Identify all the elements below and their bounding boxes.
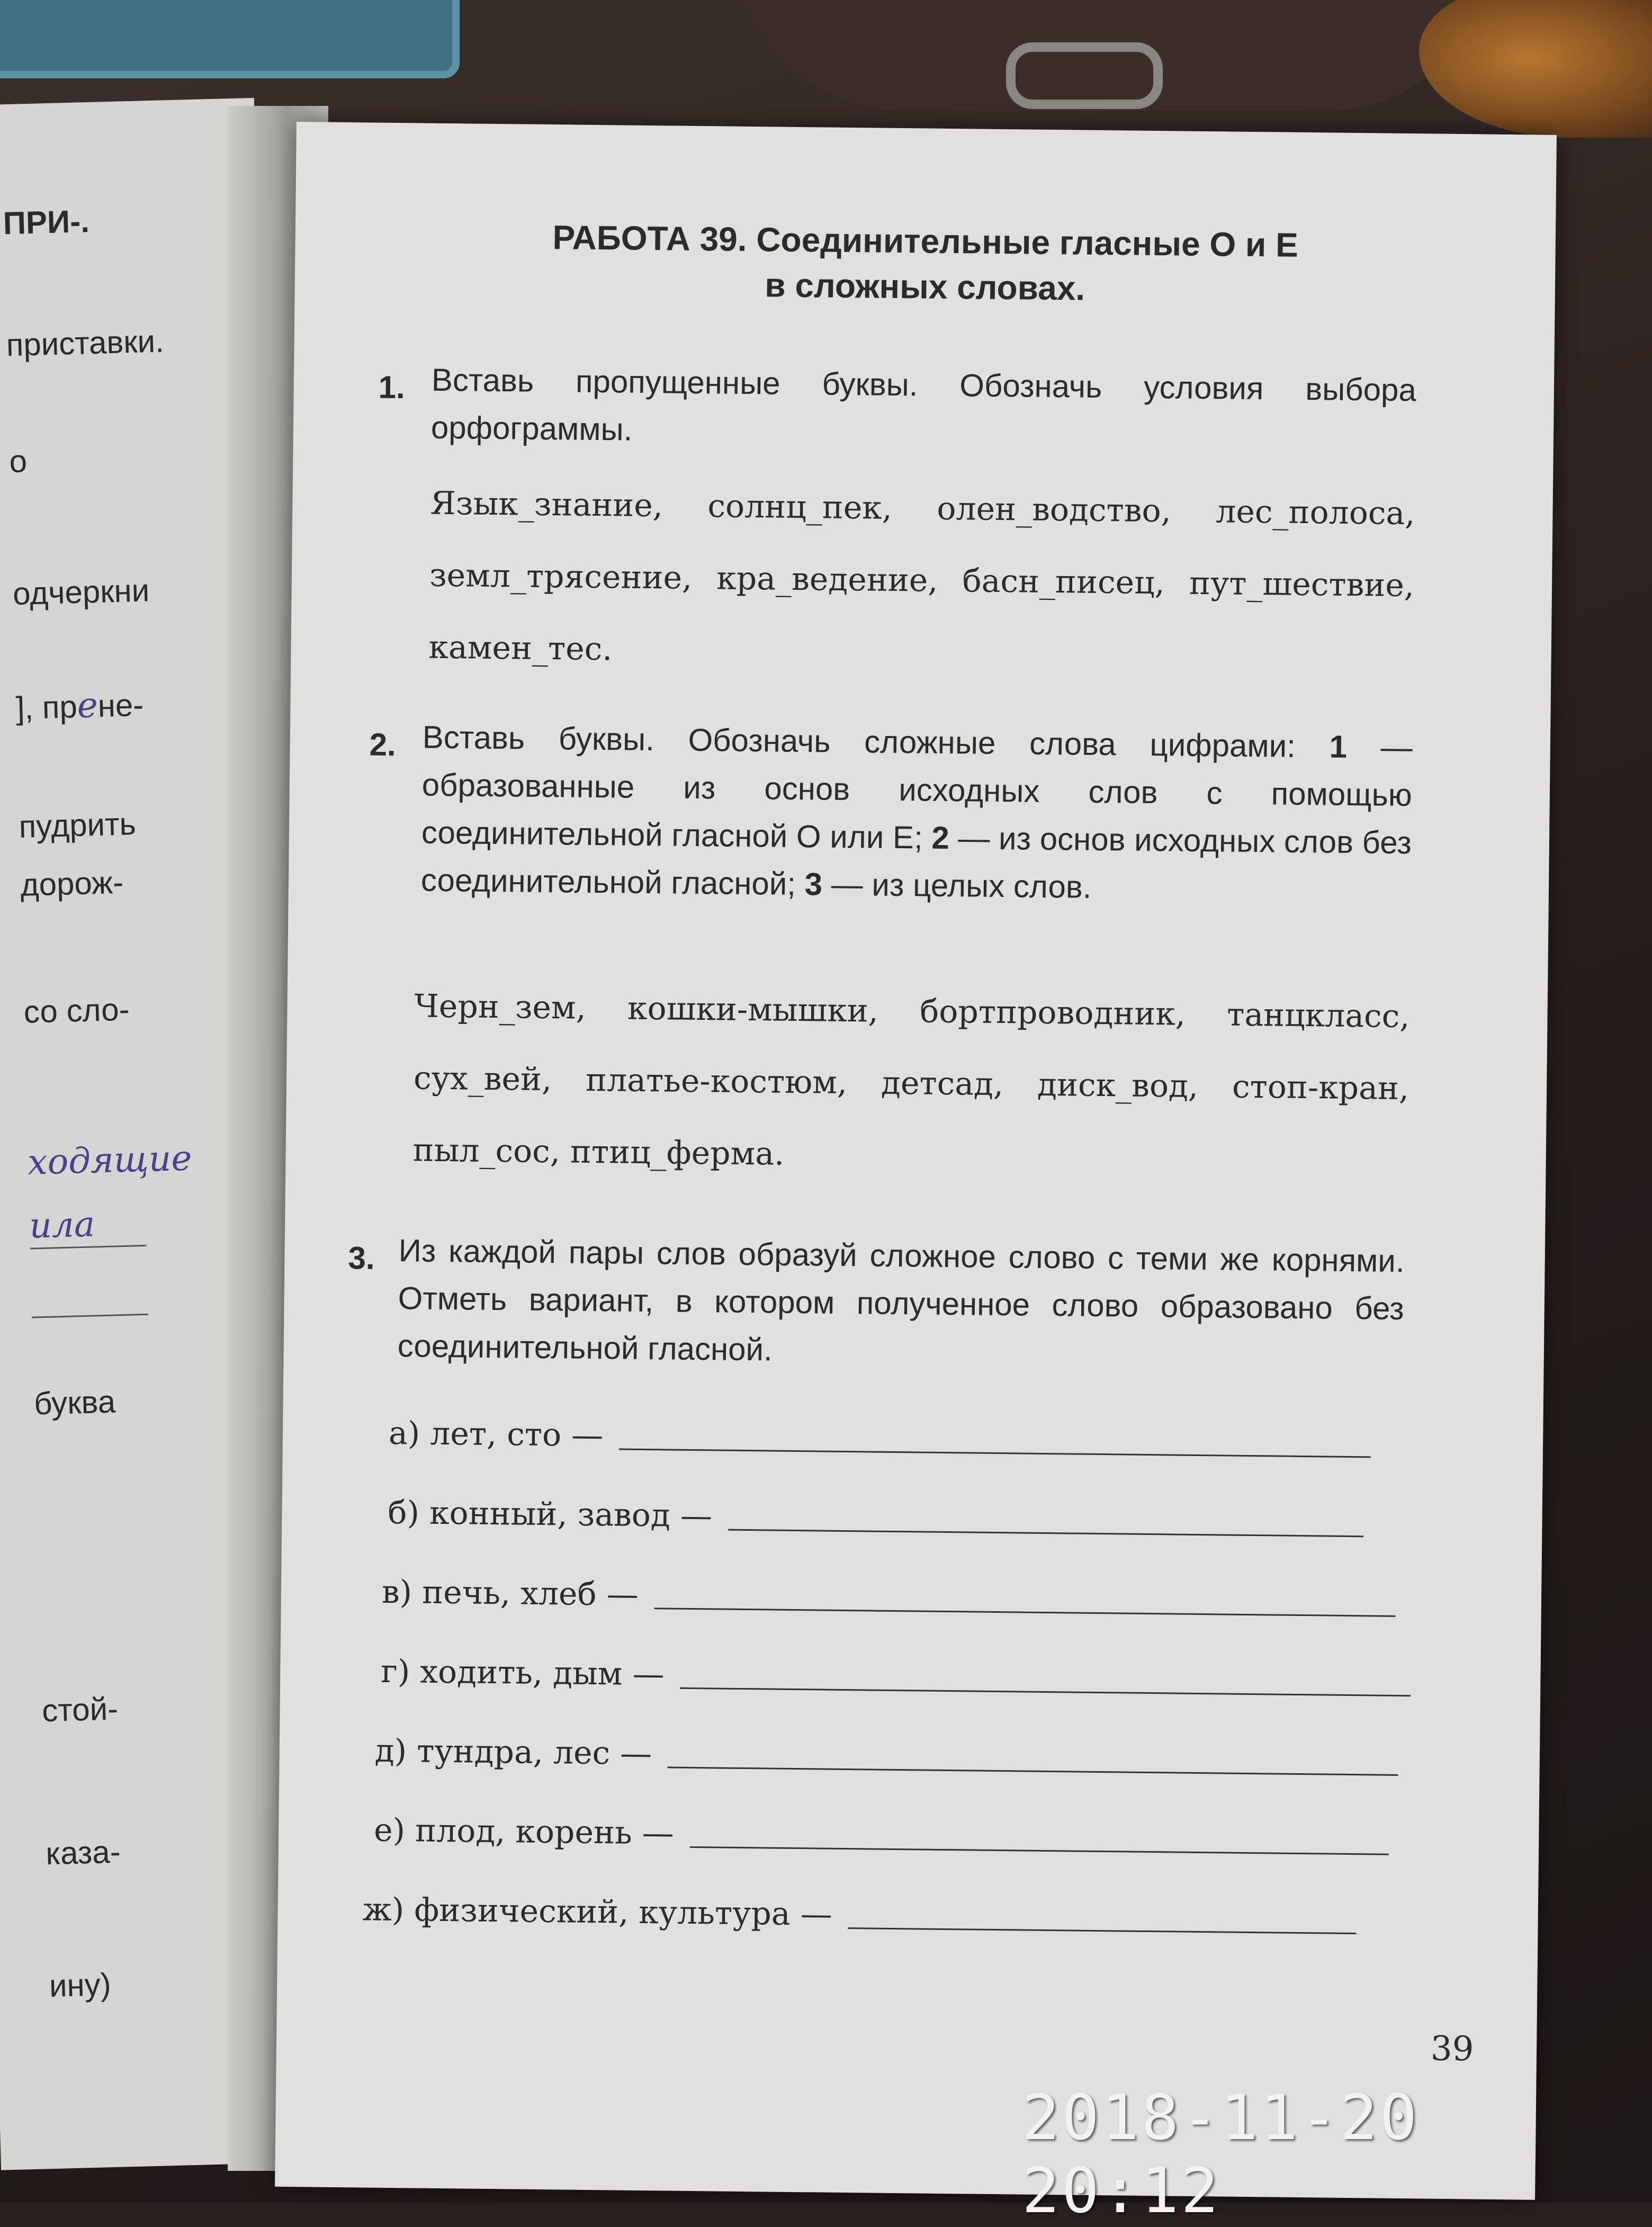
- answer-line[interactable]: [728, 1529, 1363, 1538]
- left-fragment: пудрить: [18, 806, 137, 845]
- task-3-item: [374, 1732, 1398, 1780]
- page-title: [453, 213, 1397, 315]
- page-number: 39: [1430, 2029, 1474, 2069]
- task-3-number: 3.: [348, 1240, 375, 1276]
- task-2-number: 2.: [369, 726, 397, 763]
- camera-timestamp: 2018-11-20 20:12: [1022, 2081, 1420, 2227]
- left-fragment: о: [8, 443, 28, 480]
- left-fragment: ], пр: [15, 688, 78, 726]
- task-3-item: [389, 1415, 1371, 1462]
- answer-line[interactable]: [668, 1767, 1398, 1776]
- title-line-2: в сложных словах.: [765, 266, 1085, 308]
- task-3-item-label: е) плод, корень —: [373, 1811, 675, 1852]
- left-fragment: одчеркни: [12, 572, 150, 612]
- left-fragment: не-: [97, 687, 145, 724]
- key-ring: [1006, 42, 1163, 109]
- title-line-1: РАБОТА 39. Соединительные гласные О и Е: [552, 218, 1299, 264]
- task-2-part-2: — из основ исходных слов без соединительной гласной;: [420, 820, 1412, 902]
- answer-line: [32, 1314, 148, 1318]
- task-3-item-label: а) лет, сто —: [388, 1414, 604, 1454]
- task-3-item-label: г) ходить, дым —: [380, 1653, 665, 1693]
- task-3-instruction: Из каждой пары слов образуй сложное слово с теми же корнями. Отметь вариант, в котором полученное слово образовано без соединительной гласной.: [397, 1233, 1405, 1368]
- task-1-instruction: Вставь пропущенные буквы. Обозначь условия выбора орфограммы.: [430, 362, 1417, 447]
- left-fragment-split: [15, 684, 144, 728]
- task-3-item-label: ж) физический, культура —: [362, 1891, 833, 1933]
- left-fragment: стой-: [41, 1691, 119, 1729]
- left-fragment: дорож-: [20, 864, 124, 903]
- answer-line[interactable]: [654, 1608, 1396, 1617]
- task-3-item-label: д) тундра, лес —: [374, 1732, 652, 1773]
- task-2-label-2: 2: [931, 820, 950, 856]
- handwritten-letter: е: [76, 684, 98, 726]
- task-2-instruction: [421, 714, 1413, 915]
- task-3-item: [381, 1653, 1411, 1701]
- handwritten-word: ила: [29, 1204, 96, 1246]
- answer-line[interactable]: [689, 1846, 1388, 1855]
- task-2-part-1: — образованные из основ исходных слов с помощью соединительной гласной О или Е;: [421, 729, 1413, 856]
- left-fragment: со сло-: [23, 991, 130, 1030]
- task-2-label-3: 3: [804, 866, 823, 902]
- answer-line[interactable]: [848, 1927, 1356, 1934]
- left-fragment: ПРИ-.: [2, 203, 90, 241]
- task-2-intro: Вставь буквы. Обозначь сложные слова цифрами:: [422, 719, 1296, 764]
- answer-line[interactable]: [619, 1449, 1371, 1458]
- task-3-item: [388, 1494, 1363, 1541]
- right-page: [275, 122, 1557, 2200]
- left-fragment: буква: [33, 1384, 116, 1422]
- task-2-label-1: 1: [1329, 729, 1348, 765]
- left-fragment: приставки.: [5, 323, 165, 363]
- left-fragment: каза-: [45, 1834, 121, 1872]
- task-2-part-3: — из целых слов.: [831, 866, 1092, 905]
- task-2-words: Черн_зем, кошки-мышки, бортпроводник, танцкласс, сух_вей, платье-костюм, детсад, диск_вод, стоп-кран, пыл_сос, птиц_ферма.: [412, 987, 1410, 1173]
- blue-pencil-case: [0, 0, 460, 78]
- left-fragment: ину): [49, 1966, 112, 2004]
- task-1-words: Язык_знание, солнц_пек, олен_водство, лес_полоса, земл_трясение, кра_ведение, басн_писец, пут_шествие, камен_тес.: [428, 484, 1415, 668]
- task-3-item: [374, 1812, 1389, 1860]
- task-3-item: [362, 1891, 1357, 1938]
- handwritten-word: ходящие: [27, 1137, 193, 1183]
- answer-line[interactable]: [680, 1687, 1411, 1696]
- task-3-item-label: в) печь, хлеб —: [381, 1573, 639, 1613]
- task-3-item-label: б) конный, завод —: [388, 1494, 713, 1535]
- task-1-number: 1.: [378, 369, 406, 406]
- task-3-item: [382, 1574, 1396, 1621]
